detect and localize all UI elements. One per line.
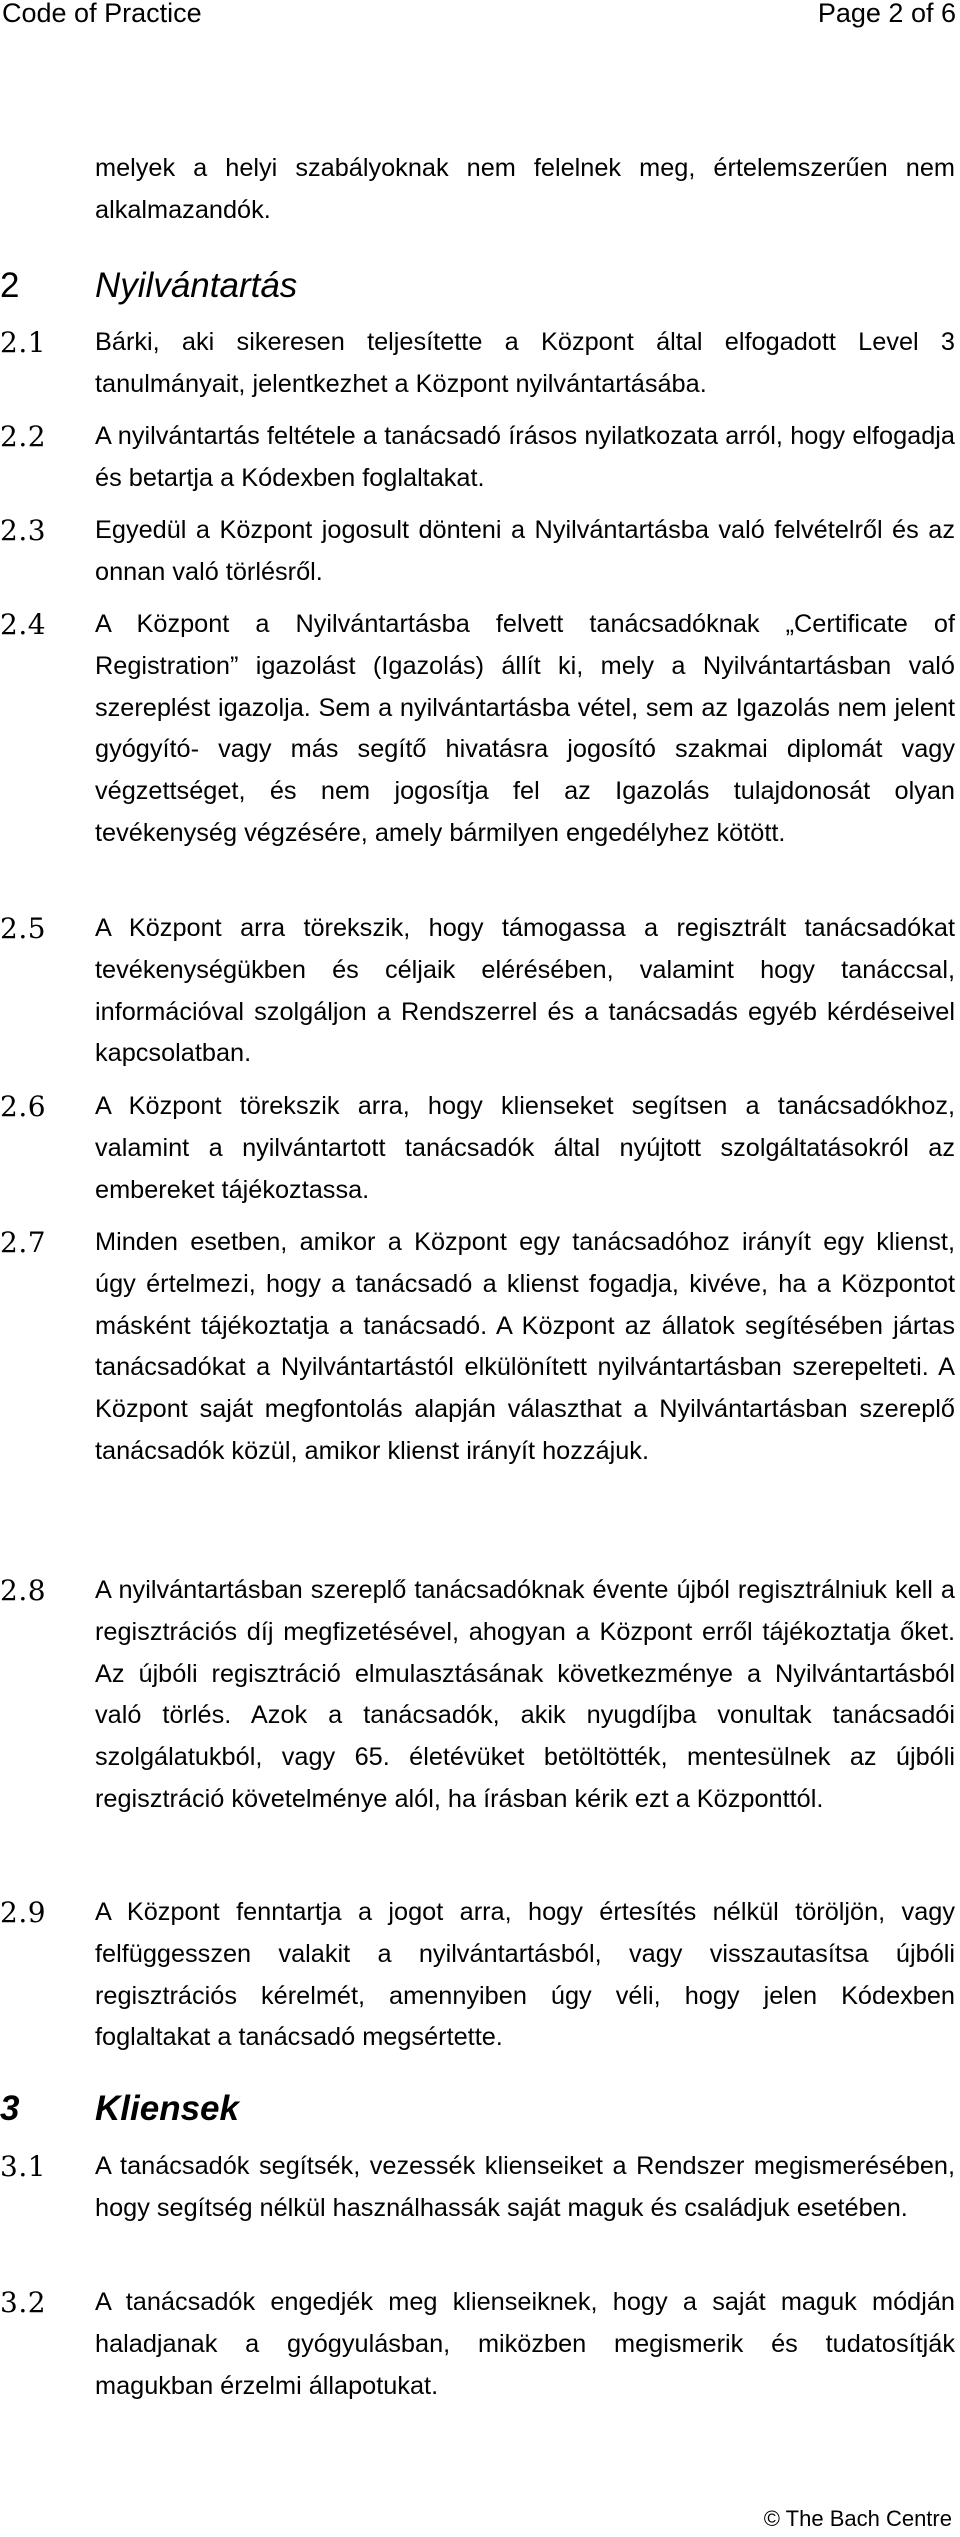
item-number: 2.5	[0, 912, 47, 945]
item-text: A Központ arra törekszik, hogy támogassa a regisztrált tanácsadókat tevékenységükben és céljaik elérésében, valamint hogy tanáccsal, információval szolgáljon a Rendszerrel és a tanácsadás egyéb kérdéseivel kapcsolatban.	[95, 914, 955, 1068]
item-number: 2.3	[0, 514, 47, 547]
page-header	[0, 0, 960, 30]
item-number: 2.1	[0, 326, 47, 359]
item-number: 2.4	[0, 608, 47, 641]
item-number: 2.2	[0, 420, 47, 453]
item-number: 2.7	[0, 1226, 47, 1259]
item-number: 3.1	[0, 2150, 47, 2183]
document-title: Code of Practice	[2, 0, 202, 28]
item-number: 2.6	[0, 1090, 47, 1123]
item-text: Minden esetben, amikor a Központ egy tanácsadóhoz irányít egy klienst, úgy értelmezi, hogy a tanácsadó a klienst fogadja, kivéve, ha a Központot másként tájékoztatja a tanácsadó. A Központ az állatok segítésében jártas tanácsadókat a Nyilvántartástól elkülönített nyilvántartásban szerepelteti. A Központ saját megfontolás alapján választhat a Nyilvántartásban szereplő tanácsadók közül, amikor klienst irányít hozzájuk.	[95, 1228, 955, 1465]
copyright-footer: © The Bach Centre	[763, 2506, 952, 2531]
intro-paragraph: melyek a helyi szabályoknak nem felelnek meg, értelemszerűen nem alkalmazandók.	[95, 154, 955, 224]
item-number: 2.8	[0, 1574, 47, 1607]
item-number: 3.2	[0, 2286, 47, 2319]
item-text: A Központ fenntartja a jogot arra, hogy értesítés nélkül töröljön, vagy felfüggesszen valakit a nyilvántartásból, vagy visszautasítsa újbóli regisztrációs kérelmét, amennyiben úgy véli, hogy jelen Kódexben foglaltakat a tanácsadó megsértette.	[95, 1898, 955, 2052]
item-text: Bárki, aki sikeresen teljesítette a Központ által elfogadott Level 3 tanulmányait, jelentkezhet a Központ nyilvántartásába.	[95, 328, 955, 398]
section-2-title: Nyilvántartás	[95, 266, 298, 305]
item-text: A nyilvántartás feltétele a tanácsadó írásos nyilatkozata arról, hogy elfogadja és betartja a Kódexben foglaltakat.	[95, 422, 955, 492]
item-text: A nyilvántartásban szereplő tanácsadóknak évente újból regisztrálniuk kell a regisztrációs díj megfizetésével, ahogyan a Központ erről tájékoztatja őket. Az újbóli regisztráció elmulasztásának következménye a Nyilvántartásból való törlés. Azok a tanácsadók, akik nyugdíjba vonultak tanácsadói szolgálatukból, vagy 65. életévüket betöltötték, mentesülnek az újbóli regisztráció követelménye alól, ha írásban kérik ezt a Központtól.	[95, 1576, 955, 1813]
page-number: Page 2 of 6	[817, 0, 956, 28]
section-3-title: Kliensek	[95, 2089, 239, 2128]
item-number: 2.9	[0, 1896, 47, 1929]
section-3-number: 3	[0, 2089, 20, 2128]
item-text: A Központ törekszik arra, hogy klienseket segítsen a tanácsadókhoz, valamint a nyilvántartott tanácsadók által nyújtott szolgáltatásokról az embereket tájékoztassa.	[95, 1092, 955, 1204]
item-text: Egyedül a Központ jogosult dönteni a Nyilvántartásba való felvételről és az onnan való törlésről.	[95, 516, 955, 586]
item-text: A tanácsadók segítsék, vezessék klienseiket a Rendszer megismerésében, hogy segítség nélkül használhassák saját maguk és családjuk esetében.	[95, 2152, 955, 2222]
item-text: A Központ a Nyilvántartásba felvett tanácsadóknak „Certificate of Registration” igazolást (Igazolás) állít ki, mely a Nyilvántartásban való szereplést igazolja. Sem a nyilvántartásba vétel, sem az Igazolás nem jelent gyógyító- vagy más segítő hivatásra jogosító szakmai diplomát vagy végzettséget, és nem jogosítja fel az Igazolás tulajdonosát olyan tevékenység végzésére, amely bármilyen engedélyhez kötött.	[95, 610, 955, 847]
item-text: A tanácsadók engedjék meg klienseiknek, hogy a saját maguk módján haladjanak a gyógyulásban, miközben megismerik és tudatosítják magukban érzelmi állapotukat.	[95, 2288, 955, 2400]
section-2-number: 2	[0, 266, 20, 305]
